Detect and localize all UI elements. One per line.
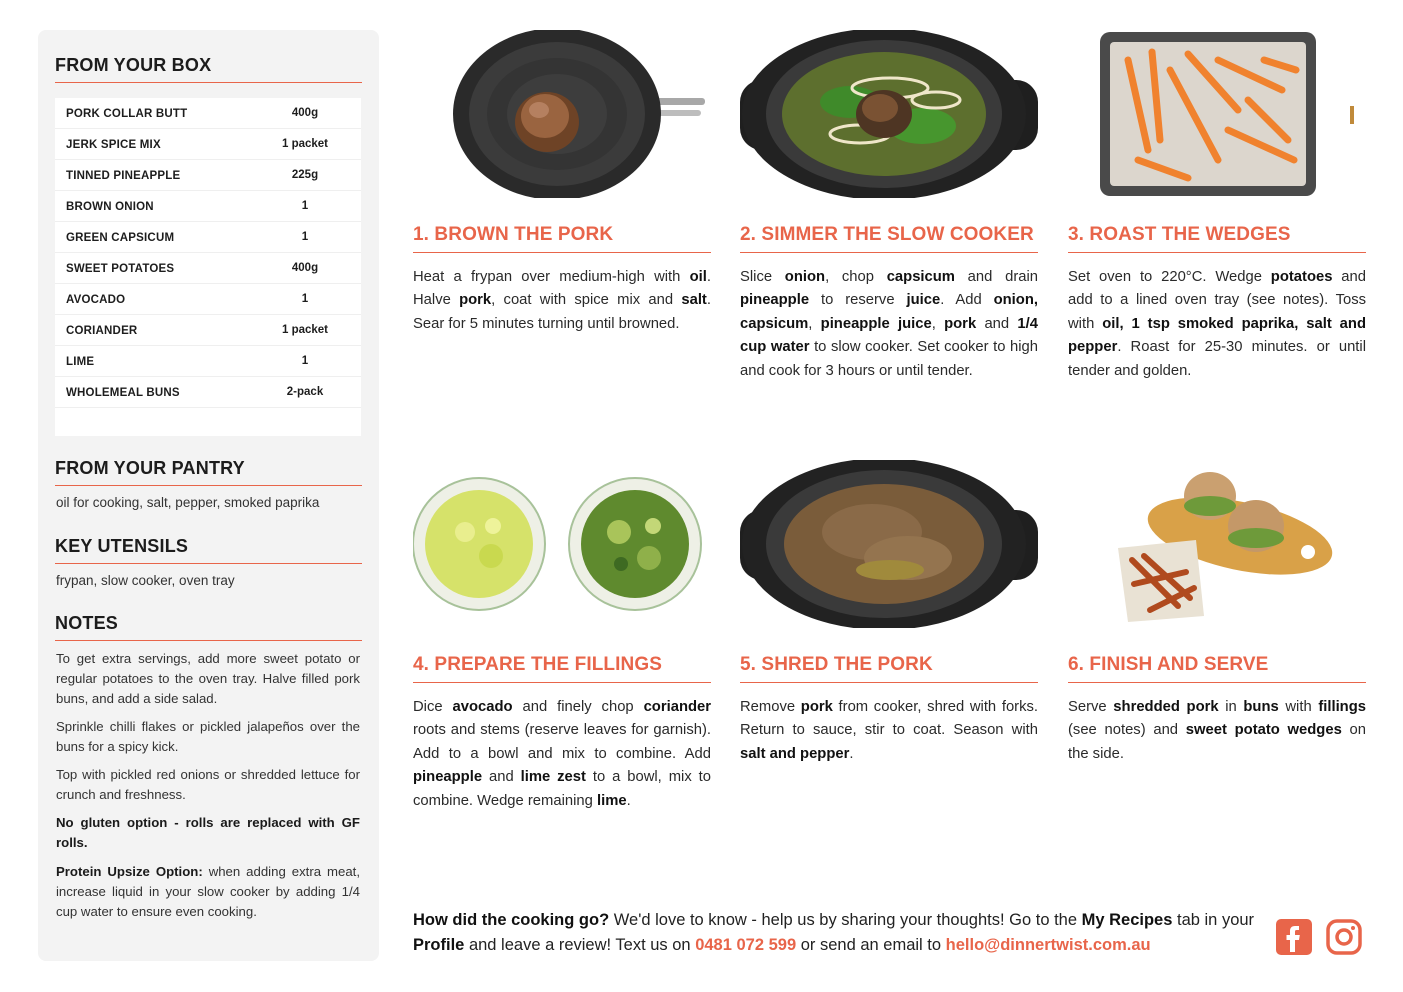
note-spicy: Sprinkle chilli flakes or pickled jalapeños over the buns for a spicy kick.	[56, 719, 360, 754]
facebook-icon[interactable]	[1275, 918, 1313, 956]
step-text: .	[626, 792, 631, 809]
profile-label: Profile	[413, 936, 465, 954]
ingredient-highlight: pork	[800, 699, 833, 715]
ingredient-row	[55, 222, 361, 253]
ingredient-highlight: capsicum	[886, 269, 955, 285]
ingredient-qty: 1 packet	[281, 138, 329, 150]
step-text: , coat with spice mix and	[491, 292, 682, 309]
ingredient-row	[55, 160, 361, 191]
ingredient-highlight: shredded pork	[1113, 699, 1219, 715]
step-text: and	[482, 769, 521, 786]
ingredient-row	[55, 129, 361, 160]
note-protein	[56, 862, 360, 922]
ingredient-name: CORIANDER	[66, 325, 138, 337]
my-recipes-label: My Recipes	[1081, 911, 1173, 929]
step-5-photo	[740, 460, 1038, 628]
ingredient-highlight: potatoes	[1270, 269, 1333, 285]
box-ingredients-table	[55, 98, 361, 436]
ingredient-highlight: salt and pepper	[740, 745, 850, 762]
step-text: , chop	[825, 269, 887, 285]
step-1-title: 1. BROWN THE PORK	[413, 224, 711, 253]
step-text: . Add	[940, 292, 994, 309]
step-text: to a bowl, mix to combine. Wedge remaining	[413, 769, 711, 809]
step-text: and drain	[954, 269, 1038, 285]
feedback-text-1: We'd love to know - help us by sharing your thoughts! Go to the	[609, 911, 1082, 929]
feedback-text-2: tab in your	[1172, 911, 1255, 929]
ingredient-qty: 225g	[291, 169, 319, 181]
step-text: . Halve	[413, 269, 711, 309]
step-text: and	[976, 315, 1018, 332]
step-1-body	[413, 266, 711, 336]
step-text: from cooker, shred with forks. Return to sauce, stir to coat. Season with	[740, 699, 1039, 739]
ingredient-highlight: onion, capsicum	[740, 292, 1038, 332]
pantry-title: FROM YOUR PANTRY	[55, 458, 362, 486]
step-text: Heat a frypan over medium-high with	[413, 269, 690, 285]
ingredient-highlight: oil	[689, 269, 707, 285]
ingredient-row	[55, 284, 361, 315]
step-text: .	[849, 745, 854, 762]
ingredient-name: LIME	[66, 356, 95, 368]
ingredient-qty: 1	[301, 200, 309, 212]
ingredient-name: PORK COLLAR BUTT	[66, 108, 188, 120]
step-1-photo	[413, 30, 711, 198]
step-4-photo	[413, 460, 711, 628]
ingredient-highlight: pineapple	[413, 769, 483, 786]
step-2-photo	[740, 30, 1038, 198]
ingredient-row	[55, 315, 361, 346]
feedback-text-3: and leave a review! Text us on	[464, 936, 696, 954]
step-text: Serve	[1068, 699, 1114, 715]
step-text: (see notes) and	[1068, 722, 1186, 739]
ingredient-highlight: pineapple	[740, 292, 810, 309]
ingredient-highlight: fillings	[1318, 699, 1366, 715]
ingredient-name: TINNED PINEAPPLE	[66, 170, 181, 182]
step-text: Remove	[740, 699, 801, 715]
ingredient-row	[55, 253, 361, 284]
step-6-body	[1068, 696, 1366, 766]
ingredient-qty: 400g	[291, 262, 319, 274]
step-text: Set oven to 220°C. Wedge	[1068, 269, 1271, 285]
ingredient-name: SWEET POTATOES	[66, 263, 175, 275]
ingredient-row	[55, 377, 361, 408]
step-text: . Roast for 25-30 minutes. or until tender and golden.	[1068, 339, 1366, 379]
note-crunch: Top with pickled red onions or shredded lettuce for crunch and freshness.	[56, 767, 360, 802]
step-text: ,	[931, 315, 945, 332]
ingredient-qty: 1	[301, 355, 309, 367]
ingredient-highlight: lime zest	[520, 769, 586, 786]
ingredient-name: JERK SPICE MIX	[66, 139, 161, 151]
step-2-title: 2. SIMMER THE SLOW COOKER	[740, 224, 1038, 253]
step-text: ,	[808, 315, 821, 332]
email-link[interactable]: hello@dinnertwist.com.au	[945, 936, 1151, 954]
step-text: Slice	[740, 269, 785, 285]
step-text: with	[1278, 699, 1319, 715]
note-protein-text: when adding extra meat, increase liquid in your slow cooker by adding 1/4 cup water to ensure even cooking.	[56, 864, 360, 919]
ingredients-sidebar	[38, 30, 379, 961]
note-gluten-text: No gluten option - rolls are replaced with GF rolls.	[56, 815, 360, 850]
step-text: on the side.	[1068, 722, 1366, 762]
ingredient-highlight: pineapple juice	[820, 315, 932, 332]
ingredient-qty: 1	[301, 231, 309, 243]
notes-title: NOTES	[55, 613, 362, 641]
step-4-title: 4. PREPARE THE FILLINGS	[413, 654, 711, 683]
ingredient-highlight: sweet potato wedges	[1185, 722, 1342, 739]
step-text: to reserve	[809, 292, 907, 309]
step-5-body	[740, 696, 1038, 766]
ingredient-highlight: coriander	[643, 699, 712, 715]
step-6-title: 6. FINISH AND SERVE	[1068, 654, 1366, 683]
ingredient-name: GREEN CAPSICUM	[66, 232, 175, 244]
ingredient-row	[55, 98, 361, 129]
step-3-title: 3. ROAST THE WEDGES	[1068, 224, 1366, 253]
ingredient-highlight: lime	[596, 792, 627, 809]
step-2-body	[740, 266, 1038, 383]
step-4-body	[413, 696, 711, 813]
ingredient-highlight: juice	[906, 292, 941, 309]
ingredient-qty: 1	[301, 293, 309, 305]
ingredient-highlight: onion	[784, 269, 826, 285]
ingredient-row	[55, 191, 361, 222]
ingredient-highlight: buns	[1243, 699, 1279, 715]
feedback-footer	[413, 908, 1263, 958]
step-text: in	[1218, 699, 1244, 715]
step-text: and finely chop	[512, 699, 644, 715]
step-text: and add to a lined oven tray (see notes). Toss with	[1068, 269, 1366, 332]
ingredient-highlight: pork	[459, 292, 492, 309]
feedback-text-4: or send an email to	[796, 936, 946, 954]
note-extra-servings: To get extra servings, add more sweet potato or regular potatoes to the oven tray. Halve filled pork buns, and add a side salad.	[56, 651, 360, 706]
ingredient-name: WHOLEMEAL BUNS	[66, 387, 180, 399]
ingredient-qty: 1 packet	[281, 324, 329, 336]
note-protein-label: Protein Upsize Option:	[56, 864, 203, 879]
ingredient-qty: 400g	[291, 107, 319, 119]
ingredient-highlight: pork	[944, 315, 977, 332]
instagram-icon[interactable]	[1325, 918, 1363, 956]
step-3-photo	[1068, 30, 1366, 198]
ingredient-name: BROWN ONION	[66, 201, 154, 213]
phone-link[interactable]: 0481 072 599	[695, 936, 797, 954]
ingredient-name: AVOCADO	[66, 294, 126, 306]
ingredient-highlight: avocado	[452, 699, 513, 715]
ingredient-row	[55, 346, 361, 377]
step-5-title: 5. SHRED THE PORK	[740, 654, 1038, 683]
pantry-text: oil for cooking, salt, pepper, smoked paprika	[56, 495, 320, 510]
ingredient-highlight: 1/4 cup water	[740, 315, 1038, 356]
box-title: FROM YOUR BOX	[55, 55, 362, 83]
note-gluten	[56, 813, 360, 853]
ingredient-highlight: salt	[681, 292, 707, 309]
utensils-title: KEY UTENSILS	[55, 536, 362, 564]
ingredient-highlight: oil, 1 tsp smoked paprika, salt and pepper	[1068, 315, 1366, 356]
utensils-text: frypan, slow cooker, oven tray	[56, 573, 235, 588]
feedback-question: How did the cooking go?	[413, 911, 610, 929]
step-6-photo	[1068, 460, 1366, 628]
ingredient-qty: 2-pack	[286, 386, 324, 398]
step-text: Dice	[413, 699, 453, 715]
step-text: roots and stems (reserve leaves for garnish). Add to a bowl and mix to combine. Add	[413, 722, 711, 762]
step-text: to slow cooker. Set cooker to high and cook for 3 hours or until tender.	[740, 339, 1038, 379]
step-3-body	[1068, 266, 1366, 383]
step-text: . Sear for 5 minutes turning until browned.	[413, 292, 711, 332]
